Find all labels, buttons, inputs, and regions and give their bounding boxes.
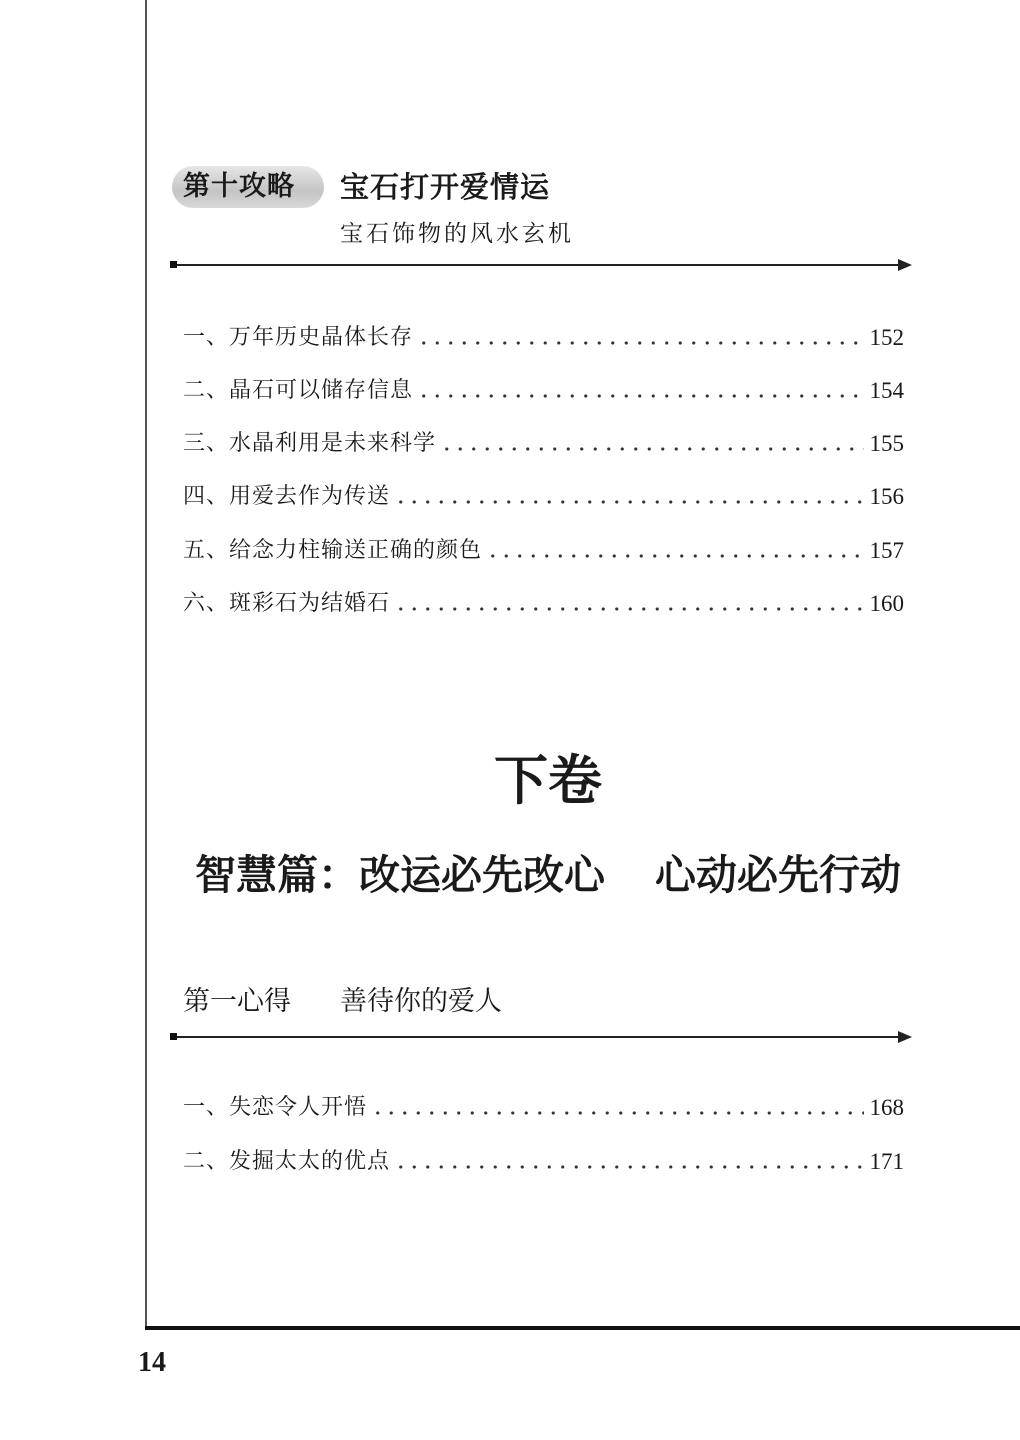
section-label: 第一心得 — [183, 986, 291, 1017]
footer-rule — [145, 1326, 1020, 1330]
chapter-divider-arrow — [170, 259, 912, 271]
toc-entry — [183, 589, 904, 619]
dot-leader — [371, 1109, 863, 1117]
toc-entry-page: 157 — [869, 538, 904, 563]
toc-entry-page: 171 — [869, 1149, 904, 1174]
left-margin-rule — [145, 0, 147, 1330]
dot-leader — [394, 605, 863, 613]
arrowhead-icon — [898, 259, 912, 271]
dot-leader — [486, 552, 863, 560]
toc-entry-label: 五、给念力柱输送正确的颜色 — [183, 538, 483, 563]
chapter-subtitle: 宝石饰物的风水玄机 — [340, 221, 574, 247]
dot-leader — [394, 1163, 863, 1171]
divider-square-icon — [170, 1033, 177, 1040]
toc-entry-page: 156 — [869, 484, 904, 509]
dot-leader — [440, 445, 863, 453]
dot-leader — [417, 392, 863, 400]
chapter-title: 宝石打开爱情运 — [340, 170, 551, 204]
toc-entry-label: 一、失恋令人开悟 — [183, 1095, 368, 1120]
toc-entry-label: 二、发掘太太的优点 — [183, 1149, 391, 1174]
toc-entry-page: 168 — [869, 1095, 904, 1120]
toc-entry — [183, 1093, 904, 1123]
toc-entry — [183, 536, 904, 566]
part-title: 下卷 — [494, 748, 602, 812]
toc-entry-label: 六、斑彩石为结婚石 — [183, 591, 391, 616]
arrowhead-icon — [898, 1031, 912, 1043]
toc-entry — [183, 323, 904, 353]
toc-entry — [183, 376, 904, 406]
page-number: 14 — [138, 1347, 166, 1378]
toc-entry — [183, 1147, 904, 1177]
chapter-badge-label: 第十攻略 — [183, 171, 295, 202]
dot-leader — [394, 498, 863, 506]
section-divider-arrow — [170, 1031, 912, 1043]
toc-entry — [183, 482, 904, 512]
toc-entry-page: 154 — [869, 378, 904, 403]
toc-entry-label: 二、晶石可以储存信息 — [183, 378, 414, 403]
section-title: 善待你的爱人 — [340, 986, 502, 1017]
dot-leader — [417, 339, 863, 347]
part-heading-right: 心动必先行动 — [655, 851, 901, 899]
toc-entry-page: 160 — [869, 591, 904, 616]
toc-entry-label: 四、用爱去作为传送 — [183, 484, 391, 509]
toc-entry-page: 155 — [869, 431, 904, 456]
toc-entry-label: 一、万年历史晶体长存 — [183, 325, 414, 350]
toc-entry-label: 三、水晶利用是未来科学 — [183, 431, 437, 456]
toc-entry-page: 152 — [869, 325, 904, 350]
divider-square-icon — [170, 261, 177, 268]
part-heading-left: 智慧篇：改运必先改心 — [195, 851, 605, 899]
toc-entry — [183, 429, 904, 459]
